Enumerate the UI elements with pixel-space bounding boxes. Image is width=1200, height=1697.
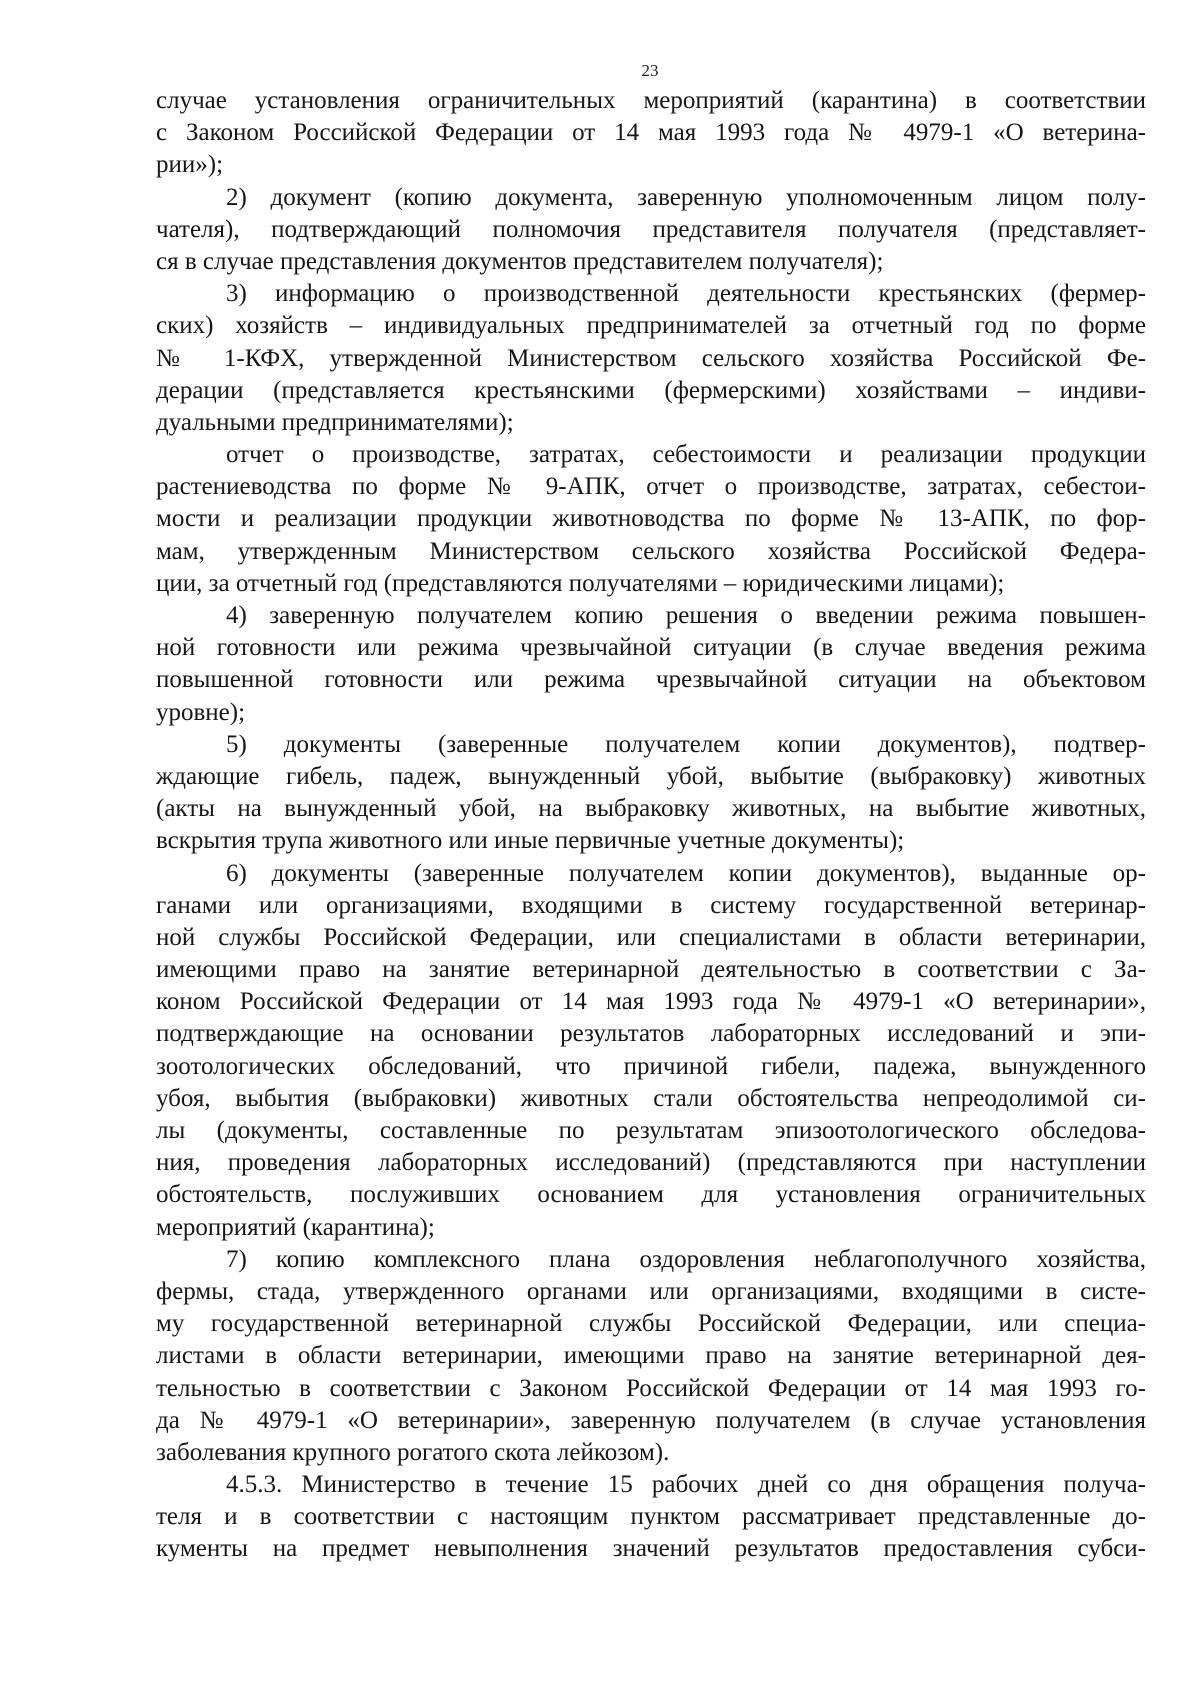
text-line: мероприятий (карантина); [156, 1213, 435, 1241]
text-line: дуальными предпринимателями); [156, 408, 514, 436]
text-line: фермы, стада, утвержденного органами или организациями, входящими в систе- [156, 1277, 1146, 1305]
text-line: коном Российской Федерации от 14 мая 1993 года № 4979-1 «О ветеринарии», [156, 988, 1146, 1016]
text-line: имеющими право на занятие ветеринарной деятельностью в соответствии с За- [156, 956, 1146, 984]
text-line: зоотологических обследований, что причиной гибели, падежа, вынужденного [156, 1052, 1146, 1080]
text-line: отчет о производстве, затратах, себестоимости и реализации продукции [226, 441, 1146, 469]
text-line: мости и реализации продукции животноводства по форме № 13-АПК, по фор- [156, 505, 1146, 533]
text-line: ждающие гибель, падеж, вынужденный убой, выбытие (выбраковку) животных [156, 762, 1146, 790]
text-line: тельностью в соответствии с Законом Российской Федерации от 14 мая 1993 го- [156, 1374, 1146, 1402]
text-line: заболевания крупного рогатого скота лейкозом). [156, 1438, 670, 1466]
text-line: дерации (представляется крестьянскими (фермерскими) хозяйствами – индиви- [156, 376, 1146, 404]
text-line: чателя), подтверждающий полномочия представителя получателя (представляет- [156, 215, 1146, 243]
text-line: с Законом Российской Федерации от 14 мая 1993 года № 4979-1 «О ветерина- [156, 119, 1146, 147]
page-number: 23 [641, 61, 659, 80]
text-line: убоя, выбытия (выбраковки) животных стали обстоятельства непреодолимой си- [156, 1084, 1146, 1112]
text-line: ся в случае представления документов представителем получателя); [156, 247, 884, 275]
text-line: листами в области ветеринарии, имеющими право на занятие ветеринарной дея- [156, 1342, 1146, 1370]
text-line: подтверждающие на основании результатов лабораторных исследований и эпи- [156, 1020, 1146, 1048]
text-line: (акты на вынужденный убой, на выбраковку животных, на выбытие животных, [156, 795, 1146, 823]
text-line: случае установления ограничительных мероприятий (карантина) в соответствии [156, 87, 1146, 114]
text-line: рии»); [156, 151, 224, 179]
text-line: обстоятельств, послуживших основанием для установления ограничительных [156, 1181, 1146, 1209]
text-line: 4.5.3. Министерство в течение 15 рабочих дней со дня обращения получа- [226, 1471, 1146, 1499]
text-line: уровне); [156, 698, 246, 726]
text-line: ских) хозяйств – индивидуальных предпринимателей за отчетный год по форме [156, 312, 1146, 340]
text-line: 6) документы (заверенные получателем копии документов), выданные ор- [226, 859, 1146, 887]
text-line: лы (документы, составленные по результатам эпизоотологического обследова- [156, 1117, 1146, 1144]
text-line: ной службы Российской Федерации, или специалистами в области ветеринарии, [156, 923, 1146, 951]
text-line: ции, за отчетный год (представляются получателями – юридическими лицами); [156, 569, 1005, 597]
text-line: мам, утвержденным Министерством сельского хозяйства Российской Федера- [156, 537, 1146, 565]
text-line: № 1-КФХ, утвержденной Министерством сельского хозяйства Российской Фе- [156, 344, 1146, 372]
text-line: 3) информацию о производственной деятельности крестьянских (фермер- [226, 280, 1146, 308]
text-line: ганами или организациями, входящими в систему государственной ветеринар- [156, 891, 1146, 919]
text-line: 5) документы (заверенные получателем копии документов), подтвер- [226, 730, 1146, 758]
text-line: теля и в соответствии с настоящим пунктом рассматривает представленные до- [156, 1503, 1146, 1531]
text-line: да № 4979-1 «О ветеринарии», заверенную получателем (в случае установления [156, 1406, 1146, 1434]
text-line: 7) копию комплексного плана оздоровления неблагополучного хозяйства, [226, 1245, 1146, 1273]
text-line: растениеводства по форме № 9-АПК, отчет о производстве, затратах, себестои- [156, 473, 1146, 501]
text-line: му государственной ветеринарной службы Российской Федерации, или специа- [156, 1310, 1146, 1338]
text-line: ной готовности или режима чрезвычайной ситуации (в случае введения режима [156, 634, 1146, 662]
text-line: ния, проведения лабораторных исследований) (представляются при наступлении [156, 1149, 1146, 1177]
text-line: повышенной готовности или режима чрезвычайной ситуации на объектовом [156, 666, 1146, 694]
text-line: 2) документ (копию документа, заверенную уполномоченным лицом полу- [226, 183, 1146, 211]
text-line: 4) заверенную получателем копию решения о введении режима повышен- [226, 602, 1146, 629]
document-body [156, 85, 1146, 1566]
text-line: кументы на предмет невыполнения значений результатов предоставления субси- [156, 1535, 1146, 1563]
text-line: вскрытия трупа животного или иные первичные учетные документы); [156, 827, 905, 855]
